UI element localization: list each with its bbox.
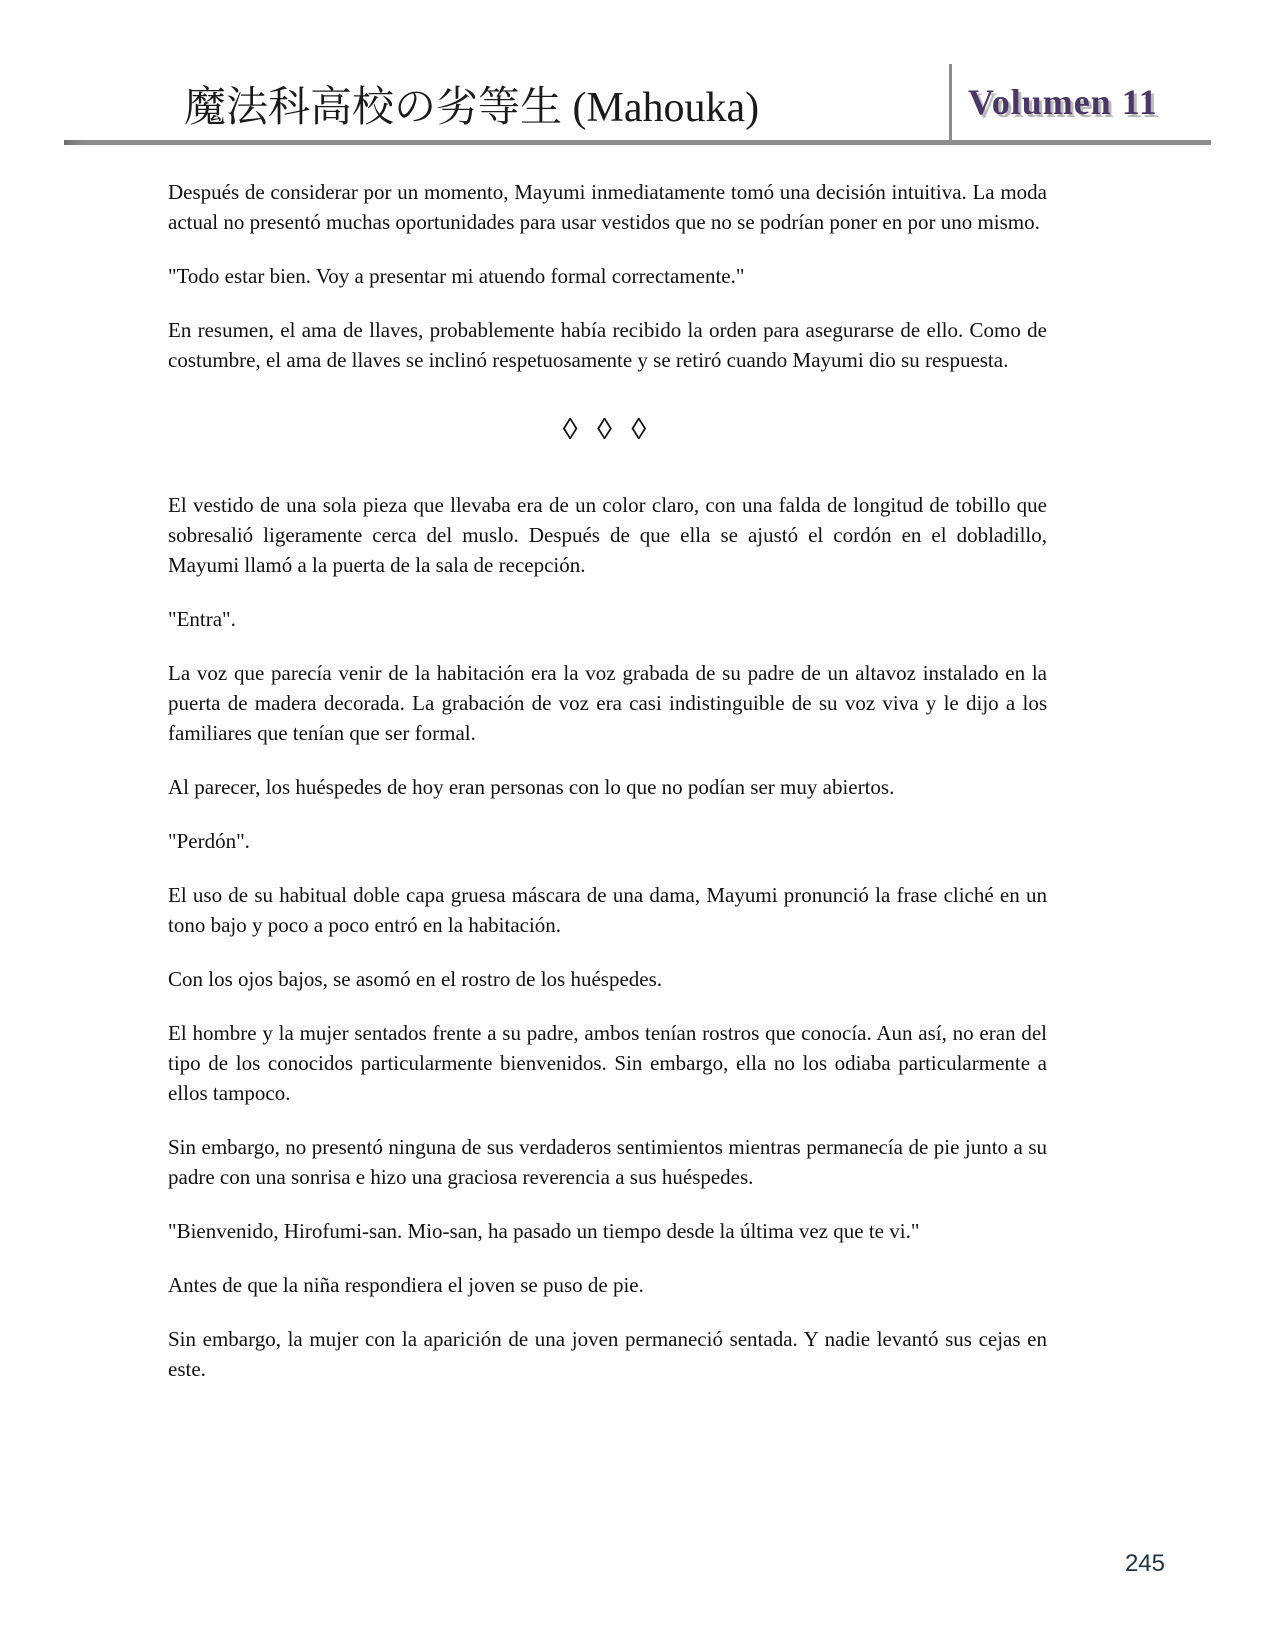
book-title: 魔法科高校の劣等生 (Mahouka) <box>184 85 760 131</box>
paragraph: "Bienvenido, Hirofumi-san. Mio-san, ha pasado un tiempo desde la última vez que te vi." <box>168 1219 920 1244</box>
header-divider <box>64 140 1211 145</box>
paragraph: En resumen, el ama de llaves, probablemente había recibido la orden para asegurarse de ello. Como de costumbre, el ama de llaves se inclinó respetuosamente y se retiró cuando Mayumi dio su respuesta. <box>168 318 1047 373</box>
volume-box <box>949 64 1211 140</box>
paragraph: Con los ojos bajos, se asomó en el rostro de los huéspedes. <box>168 967 663 992</box>
paragraph: La voz que parecía venir de la habitación era la voz grabada de su padre de un altavoz instalado en la puerta de madera decorada. La grabación de voz era casi indistinguible de su voz viva y le dijo a los familiares que tenían que ser formal. <box>168 661 1047 746</box>
paragraph: El vestido de una sola pieza que llevaba era de un color claro, con una falda de longitud de tobillo que sobresalió ligeramente cerca del muslo. Después de que ella se ajustó el cordón en el dobladillo, Mayumi llamó a la puerta de la sala de recepción. <box>168 492 1047 577</box>
paragraph: "Perdón". <box>168 829 250 854</box>
paragraph: Después de considerar por un momento, Mayumi inmediatamente tomó una decisión intuitiva. La moda actual no presentó muchas oportunidades para usar vestidos que no se podrían poner en por uno mismo. <box>168 180 1047 235</box>
paragraph: Sin embargo, la mujer con la aparición de una joven permaneció sentada. Y nadie levantó sus cejas en este. <box>168 1327 1047 1382</box>
page-body <box>168 177 1047 1384</box>
scene-separator: ◊ ◊ ◊ <box>562 413 653 447</box>
paragraph: Sin embargo, no presentó ninguna de sus verdaderos sentimientos mientras permanecía de pie junto a su padre con una sonrisa e hizo una graciosa reverencia a sus huéspedes. <box>168 1135 1047 1190</box>
paragraph: "Entra". <box>168 607 236 632</box>
volume-label: Volumen 11 <box>968 82 1158 122</box>
paragraph: Antes de que la niña respondiera el joven se puso de pie. <box>168 1273 644 1298</box>
paragraph: Al parecer, los huéspedes de hoy eran personas con lo que no podían ser muy abiertos. <box>168 775 895 800</box>
paragraph: "Todo estar bien. Voy a presentar mi atuendo formal correctamente." <box>168 264 745 289</box>
page-header <box>64 64 1211 140</box>
paragraph: El uso de su habitual doble capa gruesa máscara de una dama, Mayumi pronunció la frase cliché en un tono bajo y poco a poco entró en la habitación. <box>168 883 1047 938</box>
page-number: 245 <box>1124 1550 1165 1577</box>
paragraph: El hombre y la mujer sentados frente a su padre, ambos tenían rostros que conocía. Aun así, no eran del tipo de los conocidos particularmente bienvenidos. Sin embargo, ella no los odiaba particularmente a ellos tampoco. <box>168 1021 1047 1106</box>
